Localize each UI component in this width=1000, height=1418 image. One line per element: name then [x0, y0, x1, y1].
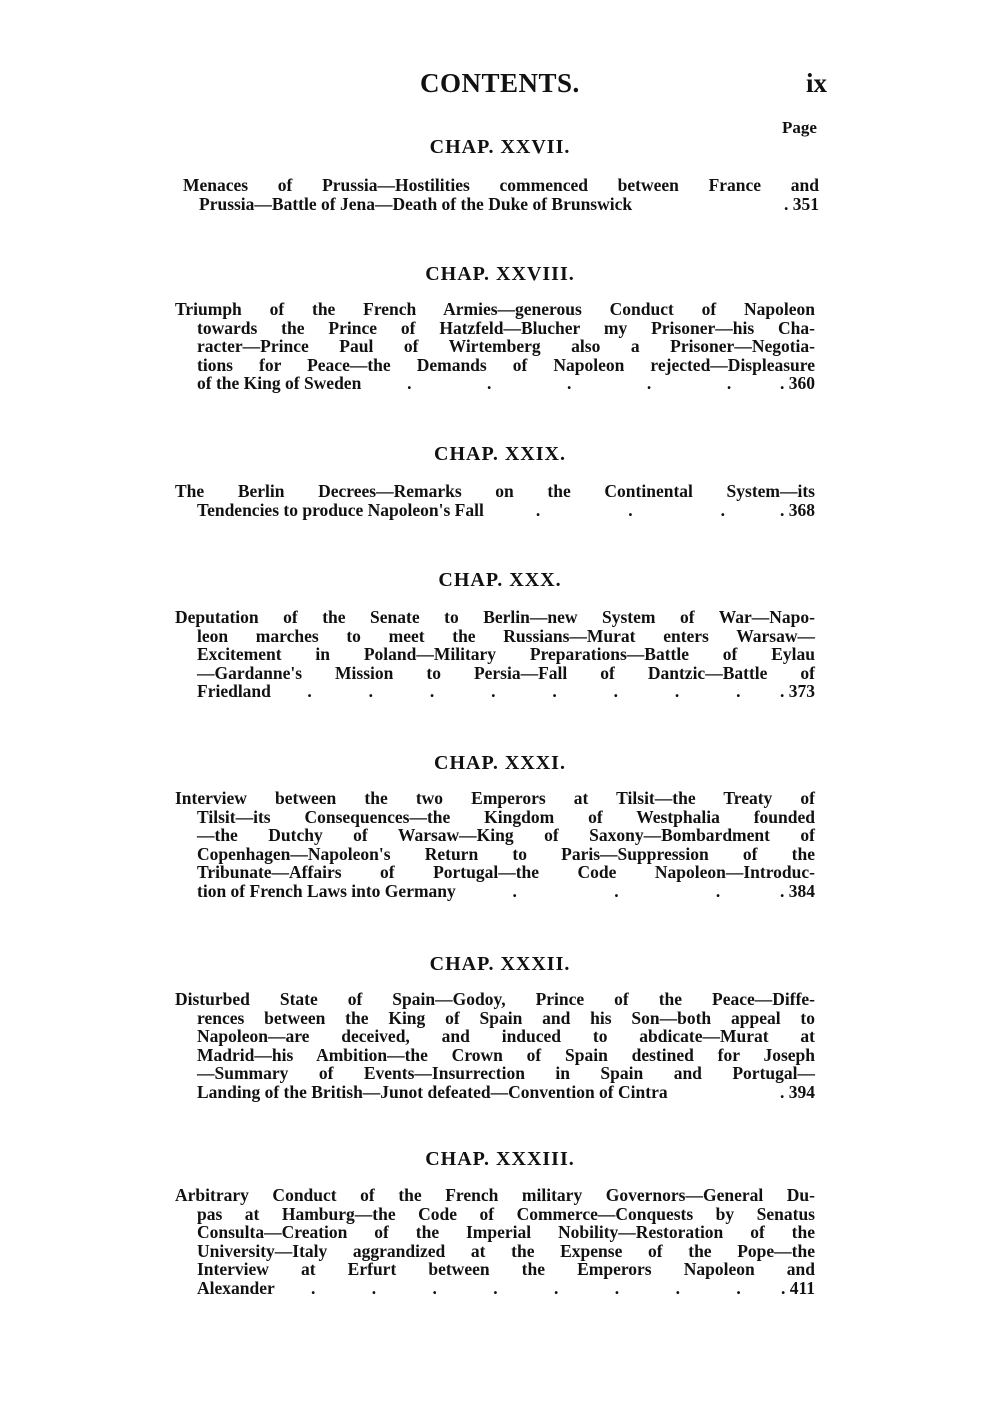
entry-page-number: . 360 [780, 373, 815, 393]
entry-line: Interview at Erfurt between the Emperors Napoleon and [197, 1259, 815, 1279]
leader-dots: . . . [512, 880, 721, 901]
entry-page-number: . 368 [780, 499, 815, 520]
chapter-heading: CHAP. XXIX. [434, 443, 566, 465]
entry-last-line [175, 501, 815, 520]
chapter-entry [175, 990, 815, 1101]
chapter-entry [175, 789, 815, 900]
entry-line: University—Italy aggrandized at the Expense of the Pope—the [197, 1240, 815, 1261]
entry-last-line [183, 195, 819, 214]
chapter-entry [175, 482, 815, 519]
entry-line: pas at Hamburg—the Code of Commerce—Conquests by Senatus [197, 1203, 815, 1224]
entry-line: Tilsit—its Consequences—the Kingdom of Westphalia founded [197, 806, 815, 827]
leader-dots: . . . . . . . . [310, 1277, 741, 1298]
chapter-entry [175, 300, 815, 393]
page-column-label: Page [782, 118, 817, 137]
entry-line: Napoleon—are deceived, and induced to abdicate—Murat at [197, 1026, 815, 1046]
entry-line: Deputation of the Senate to Berlin—new System of War—Napo- [175, 607, 815, 627]
entry-line: Interview between the two Emperors at Tilsit—the Treaty of [175, 788, 815, 808]
entry-last-line [175, 1083, 815, 1102]
leader-dots: . . . [535, 499, 725, 520]
entry-line: Menaces of Prussia—Hostilities commenced between France and [183, 175, 819, 195]
entry-line: Triumph of the French Armies—generous Conduct of Napoleon [175, 299, 815, 319]
page-number: ix [806, 68, 828, 98]
entry-line: Alexander [197, 1277, 275, 1298]
entry-line: Excitement in Poland—Military Preparations—Battle of Eylau [197, 644, 815, 664]
entry-line: —Gardanne's Mission to Persia—Fall of Dantzic—Battle of [197, 662, 815, 683]
chapter-heading: CHAP. XXXIII. [425, 1148, 575, 1170]
entry-page-number: . 373 [780, 681, 815, 701]
entry-line: towards the Prince of Hatzfeld—Blucher my Prisoner—his Cha- [197, 317, 815, 338]
entry-page-number: . 351 [784, 193, 819, 214]
chapter-entry [175, 608, 815, 701]
entry-line: The Berlin Decrees—Remarks on the Continental System—its [175, 481, 815, 501]
entry-page-number: . 394 [780, 1081, 815, 1102]
chapter-heading: CHAP. XXXII. [429, 953, 571, 975]
entry-line: Consulta—Creation of the Imperial Nobility—Restoration of the [197, 1222, 815, 1242]
entry-last-line [175, 374, 815, 393]
entry-page-number: . 384 [780, 880, 815, 901]
entry-line: Tribunate—Affairs of Portugal—the Code Napoleon—Introduc- [197, 862, 815, 882]
entry-line: Landing of the British—Junot defeated—Convention of Cintra [197, 1081, 668, 1102]
leader-dots: . . . . . [407, 373, 732, 393]
entry-line: Madrid—his Ambition—the Crown of Spain destined for Joseph [197, 1044, 815, 1065]
entry-page-number: . 411 [780, 1277, 815, 1298]
entry-last-line [175, 882, 815, 901]
entry-last-line [175, 682, 815, 701]
entry-line: —the Dutchy of Warsaw—King of Saxony—Bombardment of [197, 825, 815, 845]
entry-line: Tendencies to produce Napoleon's Fall [197, 499, 484, 520]
entry-line: Prussia—Battle of Jena—Death of the Duke of Brunswick [199, 193, 633, 214]
entry-line: rences between the King of Spain and his Son—both appeal to [197, 1007, 815, 1028]
leader-dots: . . . . . . . . [307, 681, 741, 701]
chapter-heading: CHAP. XXXI. [434, 752, 566, 774]
entry-line: —Summary of Events—Insurrection in Spain and Portugal— [197, 1063, 815, 1083]
chapter-entry [183, 176, 819, 213]
chapter-heading: CHAP. XXVIII. [425, 263, 575, 285]
page-title: CONTENTS. [420, 68, 580, 98]
entry-line: tion of French Laws into Germany [197, 880, 456, 901]
entry-line: leon marches to meet the Russians—Murat enters Warsaw— [197, 625, 815, 646]
entry-line: racter—Prince Paul of Wirtemberg also a Prisoner—Negotia- [197, 336, 815, 356]
entry-line: of the King of Sweden [197, 373, 362, 393]
chapter-heading: CHAP. XXX. [438, 569, 562, 591]
chapter-entry [175, 1186, 815, 1297]
entry-line: Friedland [197, 681, 271, 701]
entry-line: Copenhagen—Napoleon's Return to Paris—Suppression of the [197, 843, 815, 864]
entry-line: Disturbed State of Spain—Godoy, Prince of the Peace—Diffe- [175, 989, 815, 1009]
entry-last-line [175, 1279, 815, 1298]
entry-line: Arbitrary Conduct of the French military Governors—General Du- [175, 1185, 815, 1205]
entry-line: tions for Peace—the Demands of Napoleon rejected—Displeasure [197, 354, 815, 375]
chapter-heading: CHAP. XXVII. [429, 136, 571, 158]
